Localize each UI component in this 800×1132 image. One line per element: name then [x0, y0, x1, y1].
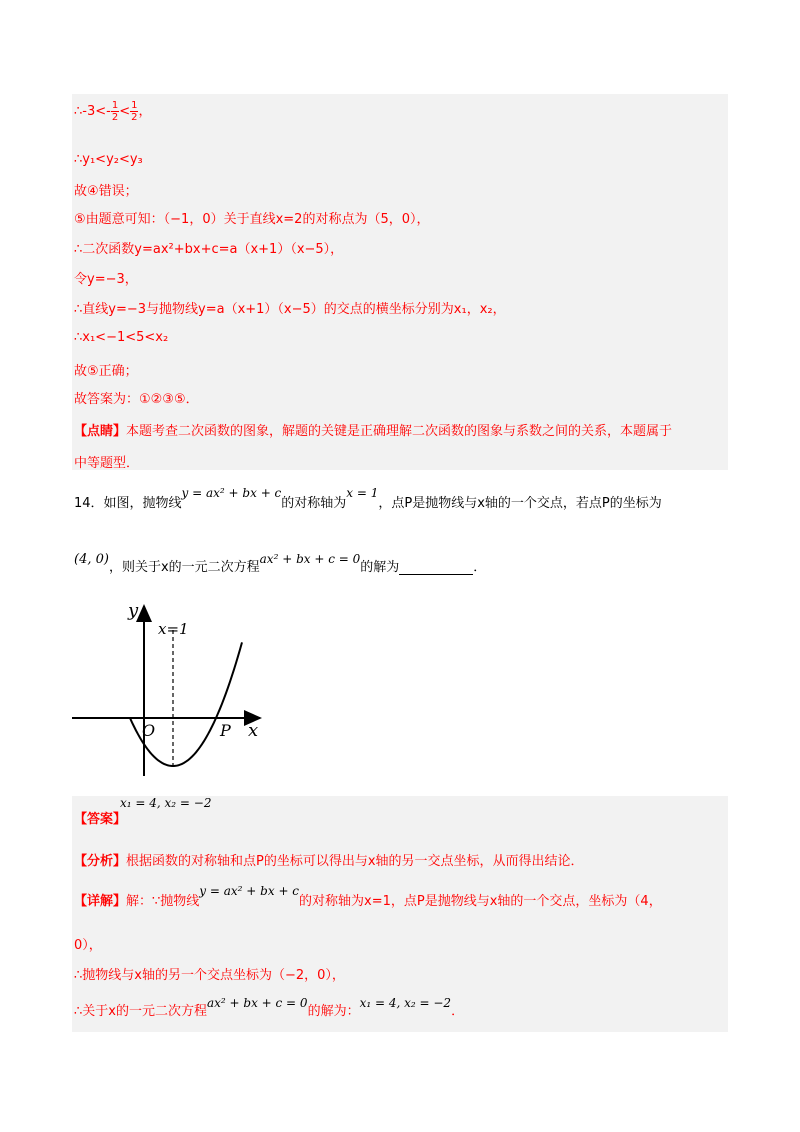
- comment-line-2: 中等题型．: [74, 456, 140, 471]
- detail-solution: x₁ = 4, x₂ = −2: [359, 996, 452, 1010]
- answer-blank: [399, 562, 473, 575]
- analysis-line-4: ⑤由题意可知：（−1，0）关于直线x=2的对称点为（5，0），: [74, 212, 430, 227]
- fraction-2: $\frac{1}{2}$: [131, 100, 138, 123]
- comment-line: 【点睛】本题考查二次函数的图象，解题的关键是正确理解二次函数的图象与系数之间的关系，本题属于: [74, 424, 673, 439]
- origin-label: O: [142, 721, 156, 740]
- answer-tag: 【答案】: [74, 812, 127, 827]
- answer-equation: x₁ = 4, x₂ = −2: [120, 796, 212, 810]
- point-p-label: P: [220, 721, 231, 740]
- analysis-line-8: ∴x₁<−1<5<x₂: [74, 330, 169, 345]
- detail-equation-quadratic: ax² + bx + c = 0: [206, 996, 308, 1010]
- analysis-line-9: 故⑤正确；: [74, 364, 138, 379]
- equation-quadratic: ax² + bx + c = 0: [259, 552, 361, 566]
- answer-line: [74, 796, 218, 827]
- analysis-line-6: 令y=−3，: [74, 272, 138, 287]
- detail-equation-parabola: y = ax² + bx + c: [199, 884, 300, 898]
- analysis-tag: 【分析】: [74, 854, 127, 869]
- question-line-1: 14．如图，抛物线y = ax² + bx + c的对称轴为x = 1，点P是抛物线与x轴的一个交点，若点P的坐标为: [74, 486, 662, 511]
- analysis-line-1: ∴-3<- $\frac{1}{2}$ < $\frac{1}{2}$ ，: [74, 100, 152, 123]
- x-axis-label: x: [248, 720, 259, 741]
- comment-tag: 【点睛】: [74, 424, 127, 439]
- y-axis-label: y: [128, 600, 139, 621]
- analysis-line-5: ∴二次函数y=ax²+bx+c=a（x+1）（x−5），: [74, 242, 344, 257]
- analysis-line-3: 故④错误；: [74, 184, 138, 199]
- question-line-2: (4, 0)，则关于x的一元二次方程ax² + bx + c = 0的解为 ．: [74, 552, 487, 575]
- detail-line-4: ∴关于x的一元二次方程ax² + bx + c = 0的解为：x₁ = 4, x₂ = −2．: [74, 996, 465, 1019]
- analysis-line-7: ∴直线y=−3与抛物线y=a（x+1）（x−5）的交点的横坐标分别为x₁，x₂，: [74, 302, 506, 317]
- equation-parabola: y = ax² + bx + c: [181, 486, 282, 500]
- fraction-1: $\frac{1}{2}$: [111, 100, 119, 123]
- point-p-coordinate: (4, 0): [74, 552, 109, 567]
- analysis-line-2: ∴y₁<y₂<y₃: [74, 152, 143, 167]
- parabola-figure: [60, 596, 280, 786]
- detail-tag: 【详解】: [74, 894, 127, 909]
- detail-line-3: ∴抛物线与x轴的另一个交点坐标为（−2，0），: [74, 968, 345, 983]
- symmetry-axis-label: x=1: [158, 620, 189, 638]
- analysis-line: 【分析】根据函数的对称轴和点P的坐标可以得出与x轴的另一交点坐标，从而得出结论．: [74, 854, 584, 869]
- solution-panel-previous: [72, 94, 728, 470]
- detail-line-2: 0），: [74, 938, 102, 953]
- analysis-line-10: 故答案为：①②③⑤．: [74, 392, 199, 407]
- detail-line-1: 【详解】解：∵抛物线y = ax² + bx + c的对称轴为x=1，点P是抛物线与x轴的一个交点，坐标为（4，: [74, 884, 662, 909]
- equation-axis: x = 1: [346, 486, 379, 500]
- parabola-curve: [130, 642, 242, 766]
